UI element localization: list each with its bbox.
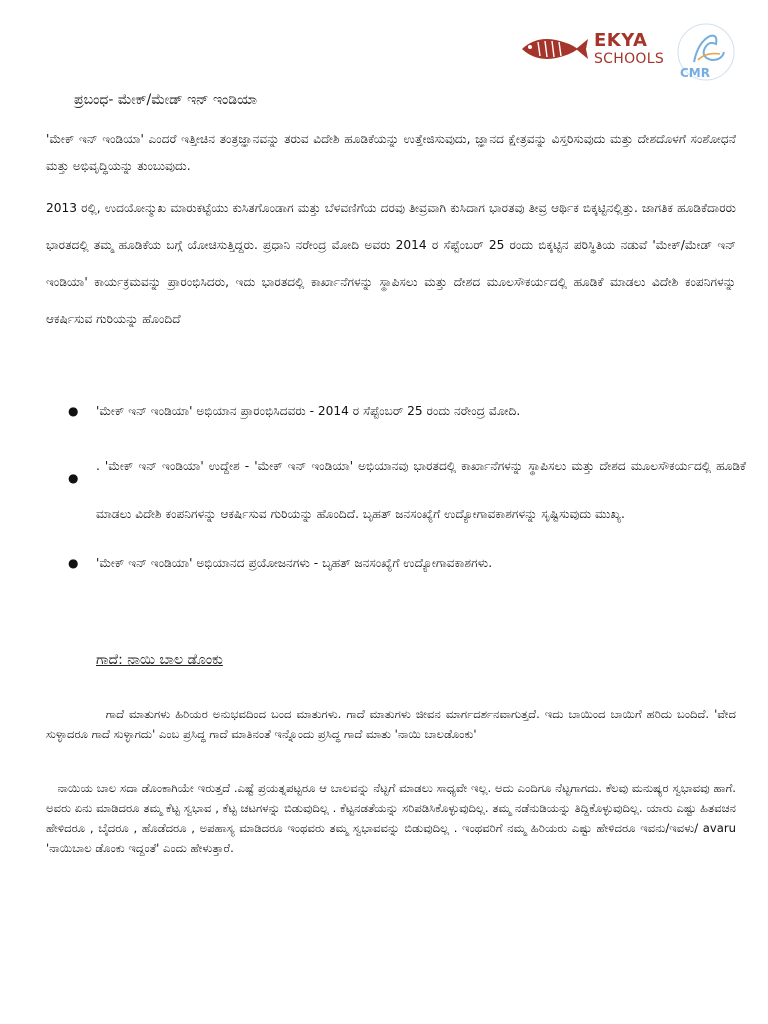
proverb-intro-text: ಗಾದೆ ಮಾತುಗಳು ಹಿರಿಯರ ಅನುಭವದಿಂದ ಬಂದ ಮಾತುಗಳು. ಗಾದೆ ಮಾತುಗಳು ಜೀವನ ಮಾರ್ಗದರ್ಶನವಾಗುತ್ತದೆ. ಇದು ಬಾಯಿಂದ ಬಾಯಿಗೆ ಹರಿದು ಬಂದಿದೆ. 'ವೇದ ಸುಳ್ಳಾದರೂ ಗಾದೆ ಸುಳ್ಳಾಗದು' ಎಂಬ ಪ್ರಸಿದ್ಧ ಗಾದೆ ಮಾತಿನಂತೆ ಇನ್ನೊಂದು ಪ್ರಸಿದ್ಧ ಗಾದೆ ಮಾತು 'ನಾಯಿ ಬಾಲಡೊಂಕು' bbox=[46, 707, 736, 741]
bullet-icon: ● bbox=[68, 471, 79, 485]
ekya-schools-logo bbox=[518, 30, 665, 74]
ekya-wordmark: EKYA bbox=[594, 30, 648, 51]
bullet-icon: ● bbox=[68, 556, 79, 570]
bullet-icon: ● bbox=[68, 404, 79, 418]
list-item bbox=[56, 550, 746, 576]
proverb-explanation-paragraph bbox=[46, 778, 736, 858]
list-item bbox=[56, 442, 746, 538]
list-item bbox=[56, 398, 746, 424]
history-paragraph: 2013 ರಲ್ಲಿ, ಉದಯೋನ್ಮುಖ ಮಾರುಕಟ್ಟೆಯು ಕುಸಿತಗೊಂಡಾಗ ಮತ್ತು ಬೆಳವಣಿಗೆಯ ದರವು ತೀವ್ರವಾಗಿ ಕುಸಿದಾಗ ಭಾರತವು ತೀವ್ರ ಆರ್ಥಿಕ ಬಿಕ್ಕಟ್ಟಿನಲ್ಲಿತ್ತು. ಜಾಗತಿಕ ಹೂಡಿಕೆದಾರರು ಭಾರತದಲ್ಲಿ ತಮ್ಮ ಹೂಡಿಕೆಯ ಬಗ್ಗೆ ಯೋಚಿಸುತ್ತಿದ್ದರು. ಪ್ರಧಾನಿ ನರೇಂದ್ರ ಮೋದಿ ಅವರು 2014 ರ ಸೆಪ್ಟೆಂಬರ್ 25 ರಂದು ಬಿಕ್ಕಟ್ಟಿನ ಪರಿಸ್ಥಿತಿಯ ನಡುವೆ 'ಮೇಕ್/ಮೇಡ್ ಇನ್ ಇಂಡಿಯಾ' ಕಾರ್ಯಕ್ರಮವನ್ನು ಪ್ರಾರಂಭಿಸಿದರು, ಇದು ಭಾರತದಲ್ಲಿ ಕಾರ್ಖಾನೆಗಳನ್ನು ಸ್ಥಾಪಿಸಲು ಮತ್ತು ದೇಶದ ಮೂಲಸೌಕರ್ಯದಲ್ಲಿ ಹೂಡಿಕೆ ಮಾಡಲು ವಿದೇಶಿ ಕಂಪನಿಗಳನ್ನು ಆಕರ್ಷಿಸುವ ಗುರಿಯನ್ನು ಹೊಂದಿದೆ bbox=[46, 201, 736, 326]
list-item-text: 'ಮೇಕ್ ಇನ್ ಇಂಡಿಯಾ' ಅಭಿಯಾನ ಪ್ರಾರಂಭಿಸಿದವರು - 2014 ರ ಸೆಪ್ಟೆಂಬರ್ 25 ರಂದು ನರೇಂದ್ರ ಮೋದಿ. bbox=[96, 404, 521, 418]
essay-title: ಪ್ರಬಂಧ- ಮೇಕ್/ಮೇಡ್ ಇನ್ ಇಂಡಿಯಾ bbox=[74, 92, 258, 108]
key-points-list bbox=[56, 398, 746, 576]
schools-wordmark: SCHOOLS bbox=[594, 51, 665, 67]
proverb-heading: ಗಾದೆ: ನಾಯಿ ಬಾಲ ಡೊಂಕು bbox=[96, 652, 223, 668]
proverb-explanation-text: ನಾಯಿಯ ಬಾಲ ಸದಾ ಡೊಂಕಾಗಿಯೇ ಇರುತ್ತದೆ .ಎಷ್ಟೆ ಪ್ರಯತ್ನಪಟ್ಟರೂ ಆ ಬಾಲವನ್ನು ನೆಟ್ಟಗೆ ಮಾಡಲು ಸಾಧ್ಯವೇ ಇಲ್ಲ. ಅದು ಎಂದಿಗೂ ನೆಟ್ಟಗಾಗದು. ಕೆಲವು ಮನುಷ್ಯರ ಸ್ವಭಾವವು ಹಾಗೆ. ಅವರು ಏನು ಮಾಡಿದರೂ ತಮ್ಮ ಕೆಟ್ಟ ಸ್ವಭಾವ , ಕೆಟ್ಟ ಚಟಗಳನ್ನು ಬಿಡುವುದಿಲ್ಲ . ಕೆಟ್ಟನಡತೆಯನ್ನು ಸರಿಪಡಿಸಿಕೊಳ್ಳುವುದಿಲ್ಲ. ತಮ್ಮ ನಡೆನುಡಿಯನ್ನು ತಿದ್ದಿಕೊಳ್ಳುವುದಿಲ್ಲ. ಯಾರು ಎಷ್ಟು ಹಿತವಚನ ಹೇಳಿದರೂ , ಬೈದರೂ , ಹೊಡೆದರೂ , ಅಪಹಾಸ್ಯ ಮಾಡಿದರೂ ಇಂಥವರು ತಮ್ಮ ಸ್ವಭಾವವನ್ನು ಬಿಡುವುದಿಲ್ಲ . ಇಂಥವರಿಗೆ ನಮ್ಮ ಹಿರಿಯರು ಎಷ್ಟು ಹೇಳಿದರೂ ಇವನು/ಇವಳು/ avaru 'ನಾಯಿಬಾಲ ಡೊಂಕು ಇದ್ದಂತೆ' ಎಂದು ಹೇಳುತ್ತಾರೆ. bbox=[46, 781, 736, 855]
list-item-text: 'ಮೇಕ್ ಇನ್ ಇಂಡಿಯಾ' ಅಭಿಯಾನದ ಪ್ರಯೋಜನಗಳು - ಬೃಹತ್ ಜನಸಂಖ್ಯೆಗೆ ಉದ್ಯೋಗಾವಕಾಶಗಳು. bbox=[96, 556, 493, 570]
cmr-wordmark: CMR bbox=[680, 66, 710, 80]
cmr-logo bbox=[668, 22, 744, 88]
list-item-text: . 'ಮೇಕ್ ಇನ್ ಇಂಡಿಯಾ' ಉದ್ದೇಶ - 'ಮೇಕ್ ಇನ್ ಇಂಡಿಯಾ' ಅಭಿಯಾನವು ಭಾರತದಲ್ಲಿ ಕಾರ್ಖಾನೆಗಳನ್ನು ಸ್ಥಾಪಿಸಲು ಮತ್ತು ದೇಶದ ಮೂಲಸೌಕರ್ಯದಲ್ಲಿ ಹೂಡಿಕೆ ಮಾಡಲು ವಿದೇಶಿ ಕಂಪನಿಗಳನ್ನು ಆಕರ್ಷಿಸುವ ಗುರಿಯನ್ನು ಹೊಂದಿದೆ. ಬೃಹತ್ ಜನಸಂಖ್ಯೆಗೆ ಉದ್ಯೋಗಾವಕಾಶಗಳನ್ನು ಸೃಷ್ಟಿಸುವುದು ಮುಖ್ಯ. bbox=[96, 459, 746, 521]
fish-icon bbox=[518, 34, 590, 64]
proverb-intro-paragraph bbox=[46, 704, 736, 744]
intro-paragraph: 'ಮೇಕ್ ಇನ್ ಇಂಡಿಯಾ' ಎಂದರೆ ಇತ್ತೀಚಿನ ತಂತ್ರಜ್ಞಾನವನ್ನು ತರುವ ವಿದೇಶಿ ಹೂಡಿಕೆಯನ್ನು ಉತ್ತೇಜಿಸುವುದು, ಜ್ಞಾನದ ಕ್ಷೇತ್ರವನ್ನು ವಿಸ್ತರಿಸುವುದು ಮತ್ತು ದೇಶದೊಳಗೆ ಸಂಶೋಧನೆ ಮತ್ತು ಅಭಿವೃದ್ಧಿಯನ್ನು ತುಂಬುವುದು. bbox=[46, 132, 736, 173]
